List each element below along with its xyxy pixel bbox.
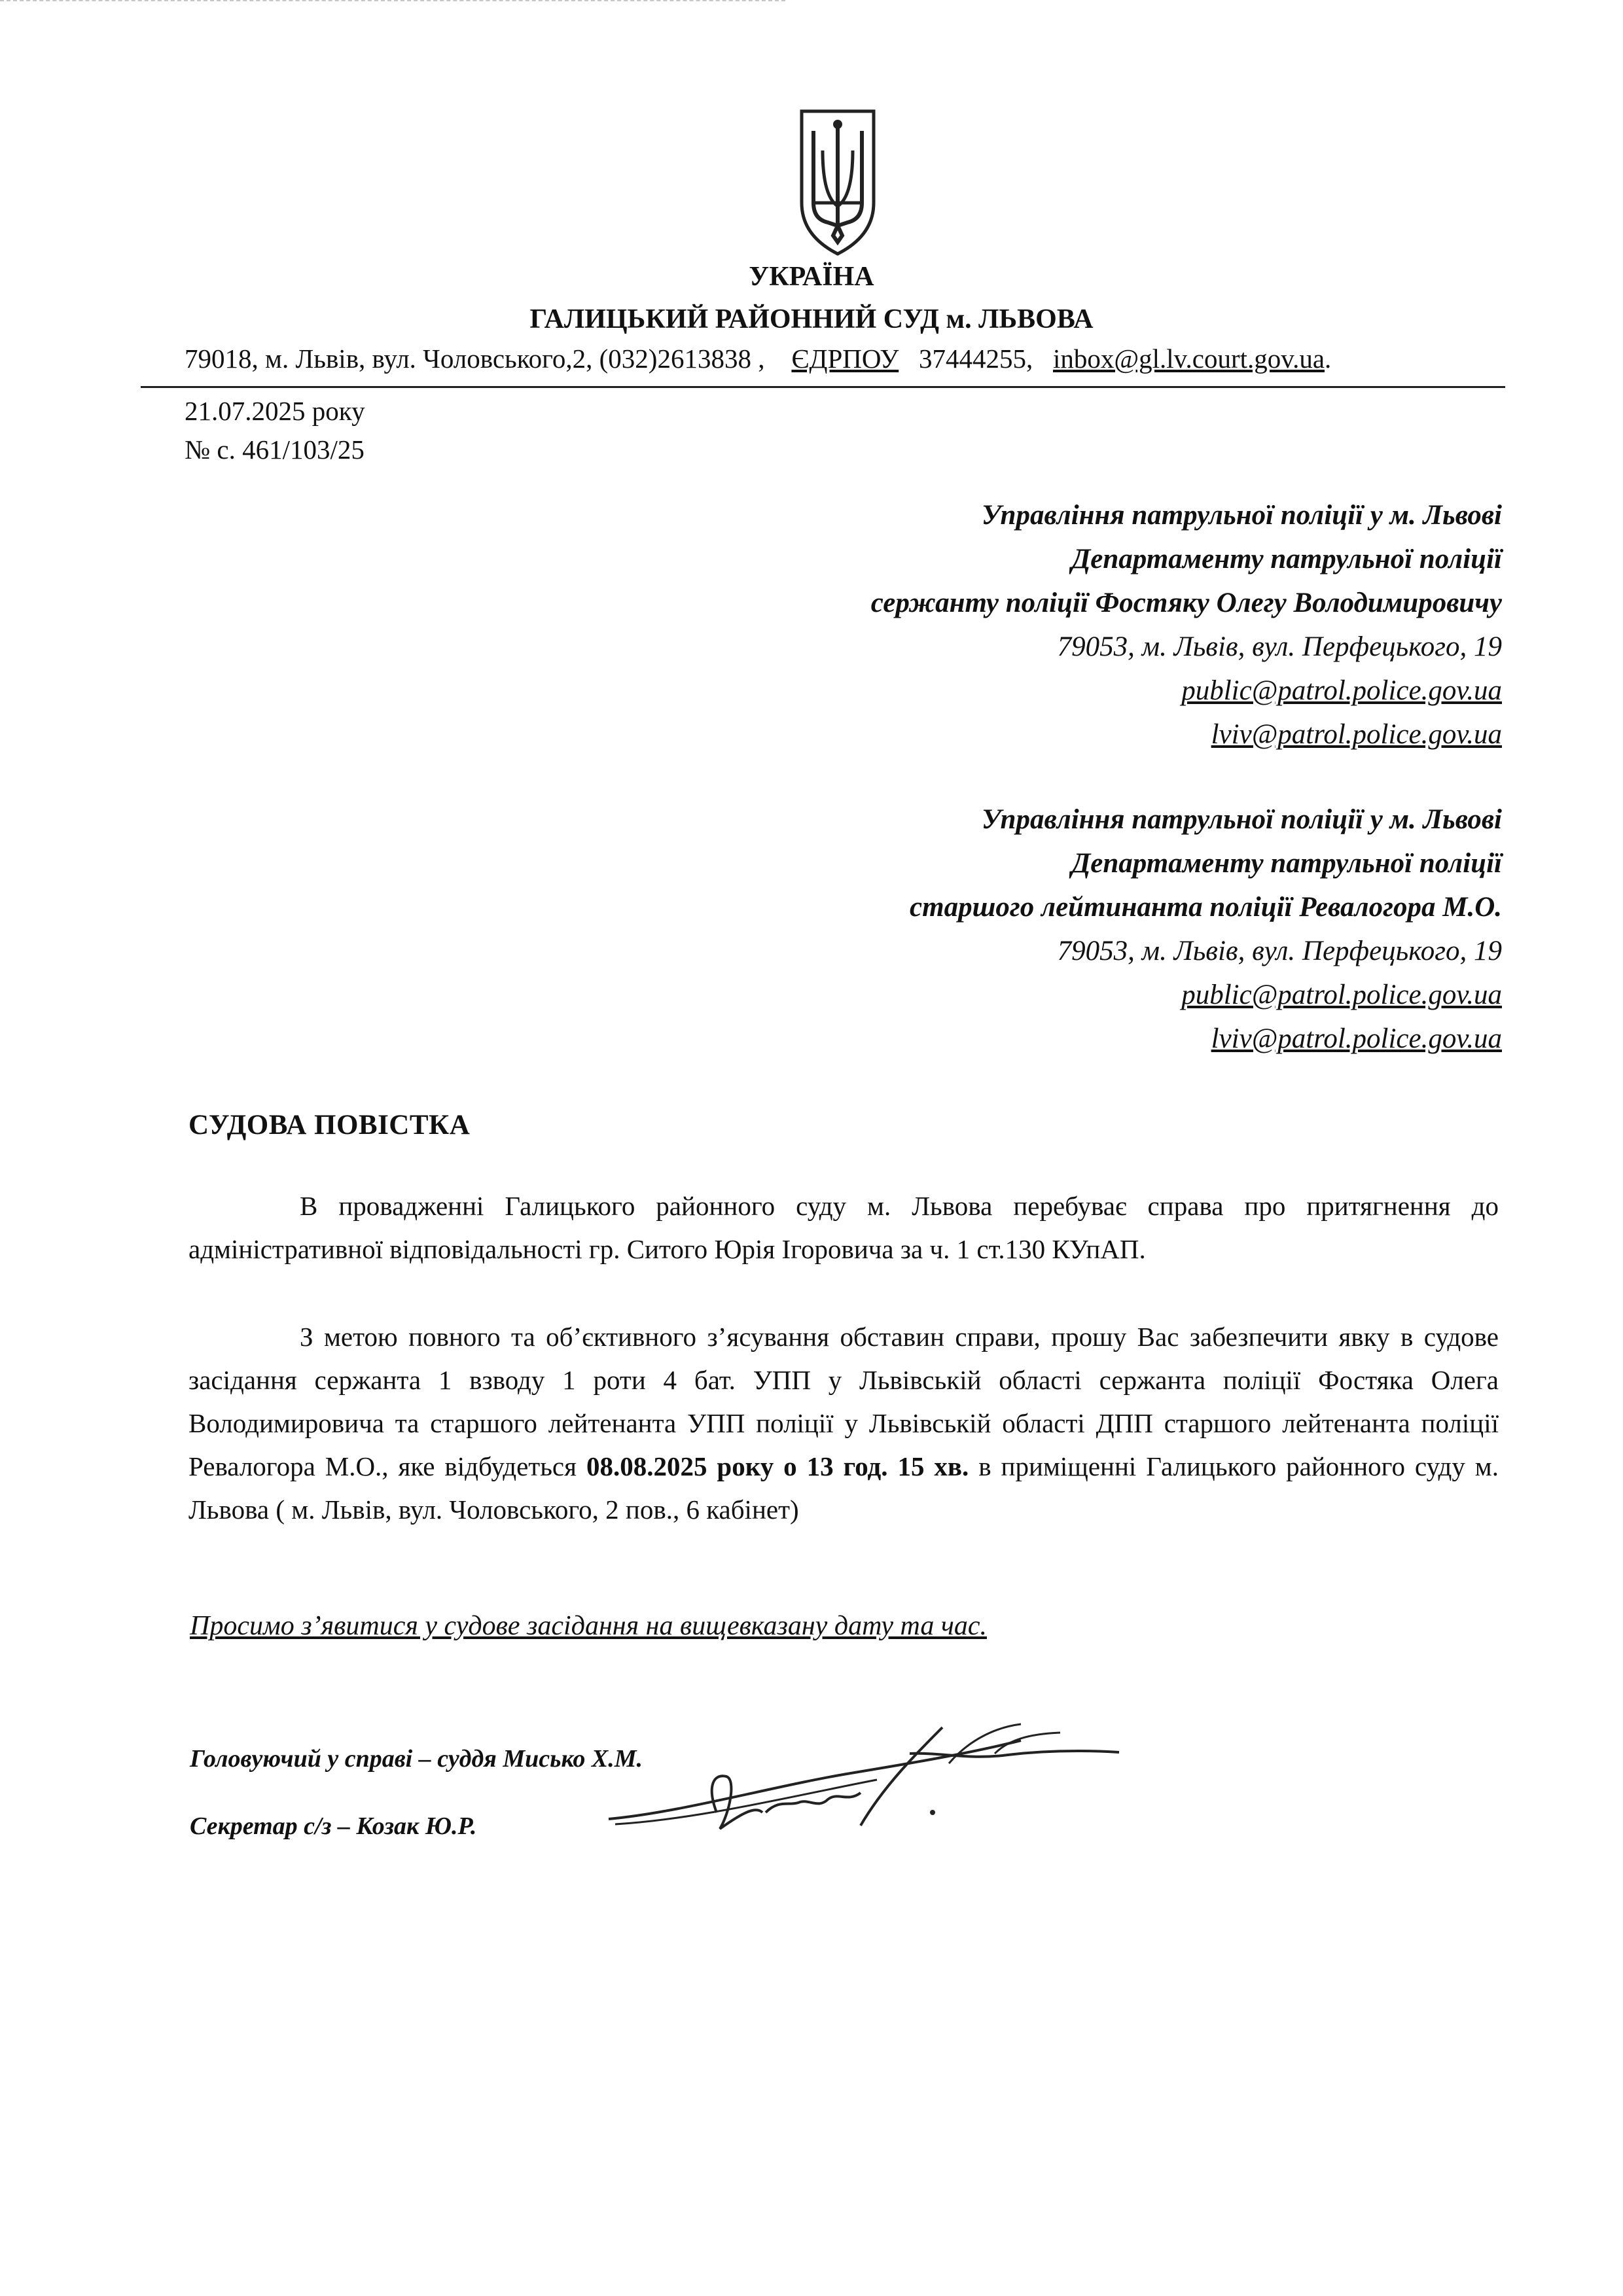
recipient-2-person: старшого лейтинанта поліції Ревалогора М.О. xyxy=(910,892,1502,923)
document-date: 21.07.2025 року xyxy=(185,396,365,426)
court-secretary: Секретар с/з – Козак Ю.Р. xyxy=(190,1812,477,1840)
recipient-2-dept: Управління патрульної поліції у м. Львові xyxy=(981,804,1502,835)
recipient-1-email-public[interactable]: public@patrol.police.gov.ua xyxy=(1181,675,1502,706)
recipient-2-email-public[interactable]: public@patrol.police.gov.ua xyxy=(1181,980,1502,1010)
summons-text-before: З метою повного та об’єктивного з’ясування обставин справи, прошу Вас забезпечити явку в судове засідання сержанта 1 взводу 1 роти 4 бат. УПП у Львівській області сержанта поліції Фостяка Олега Володимировича та старшого лейтенанта УПП поліції у Львівській області ДПП старшого лейтенанта поліції Ревалогора М.О., яке відбудеться xyxy=(188,1322,1499,1481)
header-divider xyxy=(141,386,1505,388)
recipient-2-parent: Департаменту патрульної поліції xyxy=(1071,848,1502,879)
recipient-1-parent: Департаменту патрульної поліції xyxy=(1071,544,1502,574)
header-court-name: ГАЛИЦЬКИЙ РАЙОННИЙ СУД м. ЛЬВОВА xyxy=(529,304,1094,334)
court-email-end: . xyxy=(1325,344,1332,374)
recipient-1-dept: Управління патрульної поліції у м. Львові xyxy=(981,500,1502,531)
recipient-1-person: сержанту поліції Фостяку Олегу Володимировичу xyxy=(870,588,1502,618)
summons-text-after: в приміщенні Галицького районного суду м. Львова ( м. Львів, вул. Чоловського, 2 пов., 6 кабінет) xyxy=(188,1451,1499,1525)
edrpou-label: ЄДРПОУ xyxy=(791,344,899,374)
coat-of-arms-emblem xyxy=(789,105,887,262)
recipient-1-email-lviv[interactable]: lviv@patrol.police.gov.ua xyxy=(1211,719,1502,750)
court-address: 79018, м. Львів, вул. Чоловського,2, (032)2613838 xyxy=(185,344,751,374)
header-address-line: 79018, м. Львів, вул. Чоловського,2, (032)2613838 , ЄДРПОУ 37444255, inbox@gl.lv.court.gov.ua. xyxy=(185,344,1332,374)
edrpou-code: 37444255, xyxy=(918,344,1033,374)
scan-artifact-line xyxy=(0,0,785,5)
recipient-2-email-lviv[interactable]: lviv@patrol.police.gov.ua xyxy=(1211,1023,1502,1054)
recipient-2-address: 79053, м. Львів, вул. Перфецького, 19 xyxy=(1057,936,1502,966)
hearing-datetime: 08.08.2025 року о 13 год. 15 хв. xyxy=(586,1451,969,1481)
court-email-link[interactable]: inbox@gl.lv.court.gov.ua xyxy=(1052,344,1325,374)
document-title: СУДОВА ПОВІСТКА xyxy=(188,1110,471,1140)
document-reg-number: № с. 461/103/25 xyxy=(185,434,365,465)
header-country: УКРАЇНА xyxy=(749,262,874,292)
paragraph-summons xyxy=(188,1315,1499,1531)
recipient-1-address: 79053, м. Львів, вул. Перфецького, 19 xyxy=(1057,631,1502,662)
presiding-judge: Головуючий у справі – суддя Мисько Х.М. xyxy=(190,1745,643,1773)
handwritten-signature xyxy=(602,1714,1126,1845)
attendance-request: Просимо з’явитися у судове засідання на вищевказану дату та час. xyxy=(190,1611,988,1641)
paragraph-case-info: В провадженні Галицького районного суду м. Львова перебуває справа про притягнення до адміністративної відповідальності гр. Ситого Юрія Ігоровича за ч. 1 ст.130 КУпАП. xyxy=(188,1191,1499,1264)
